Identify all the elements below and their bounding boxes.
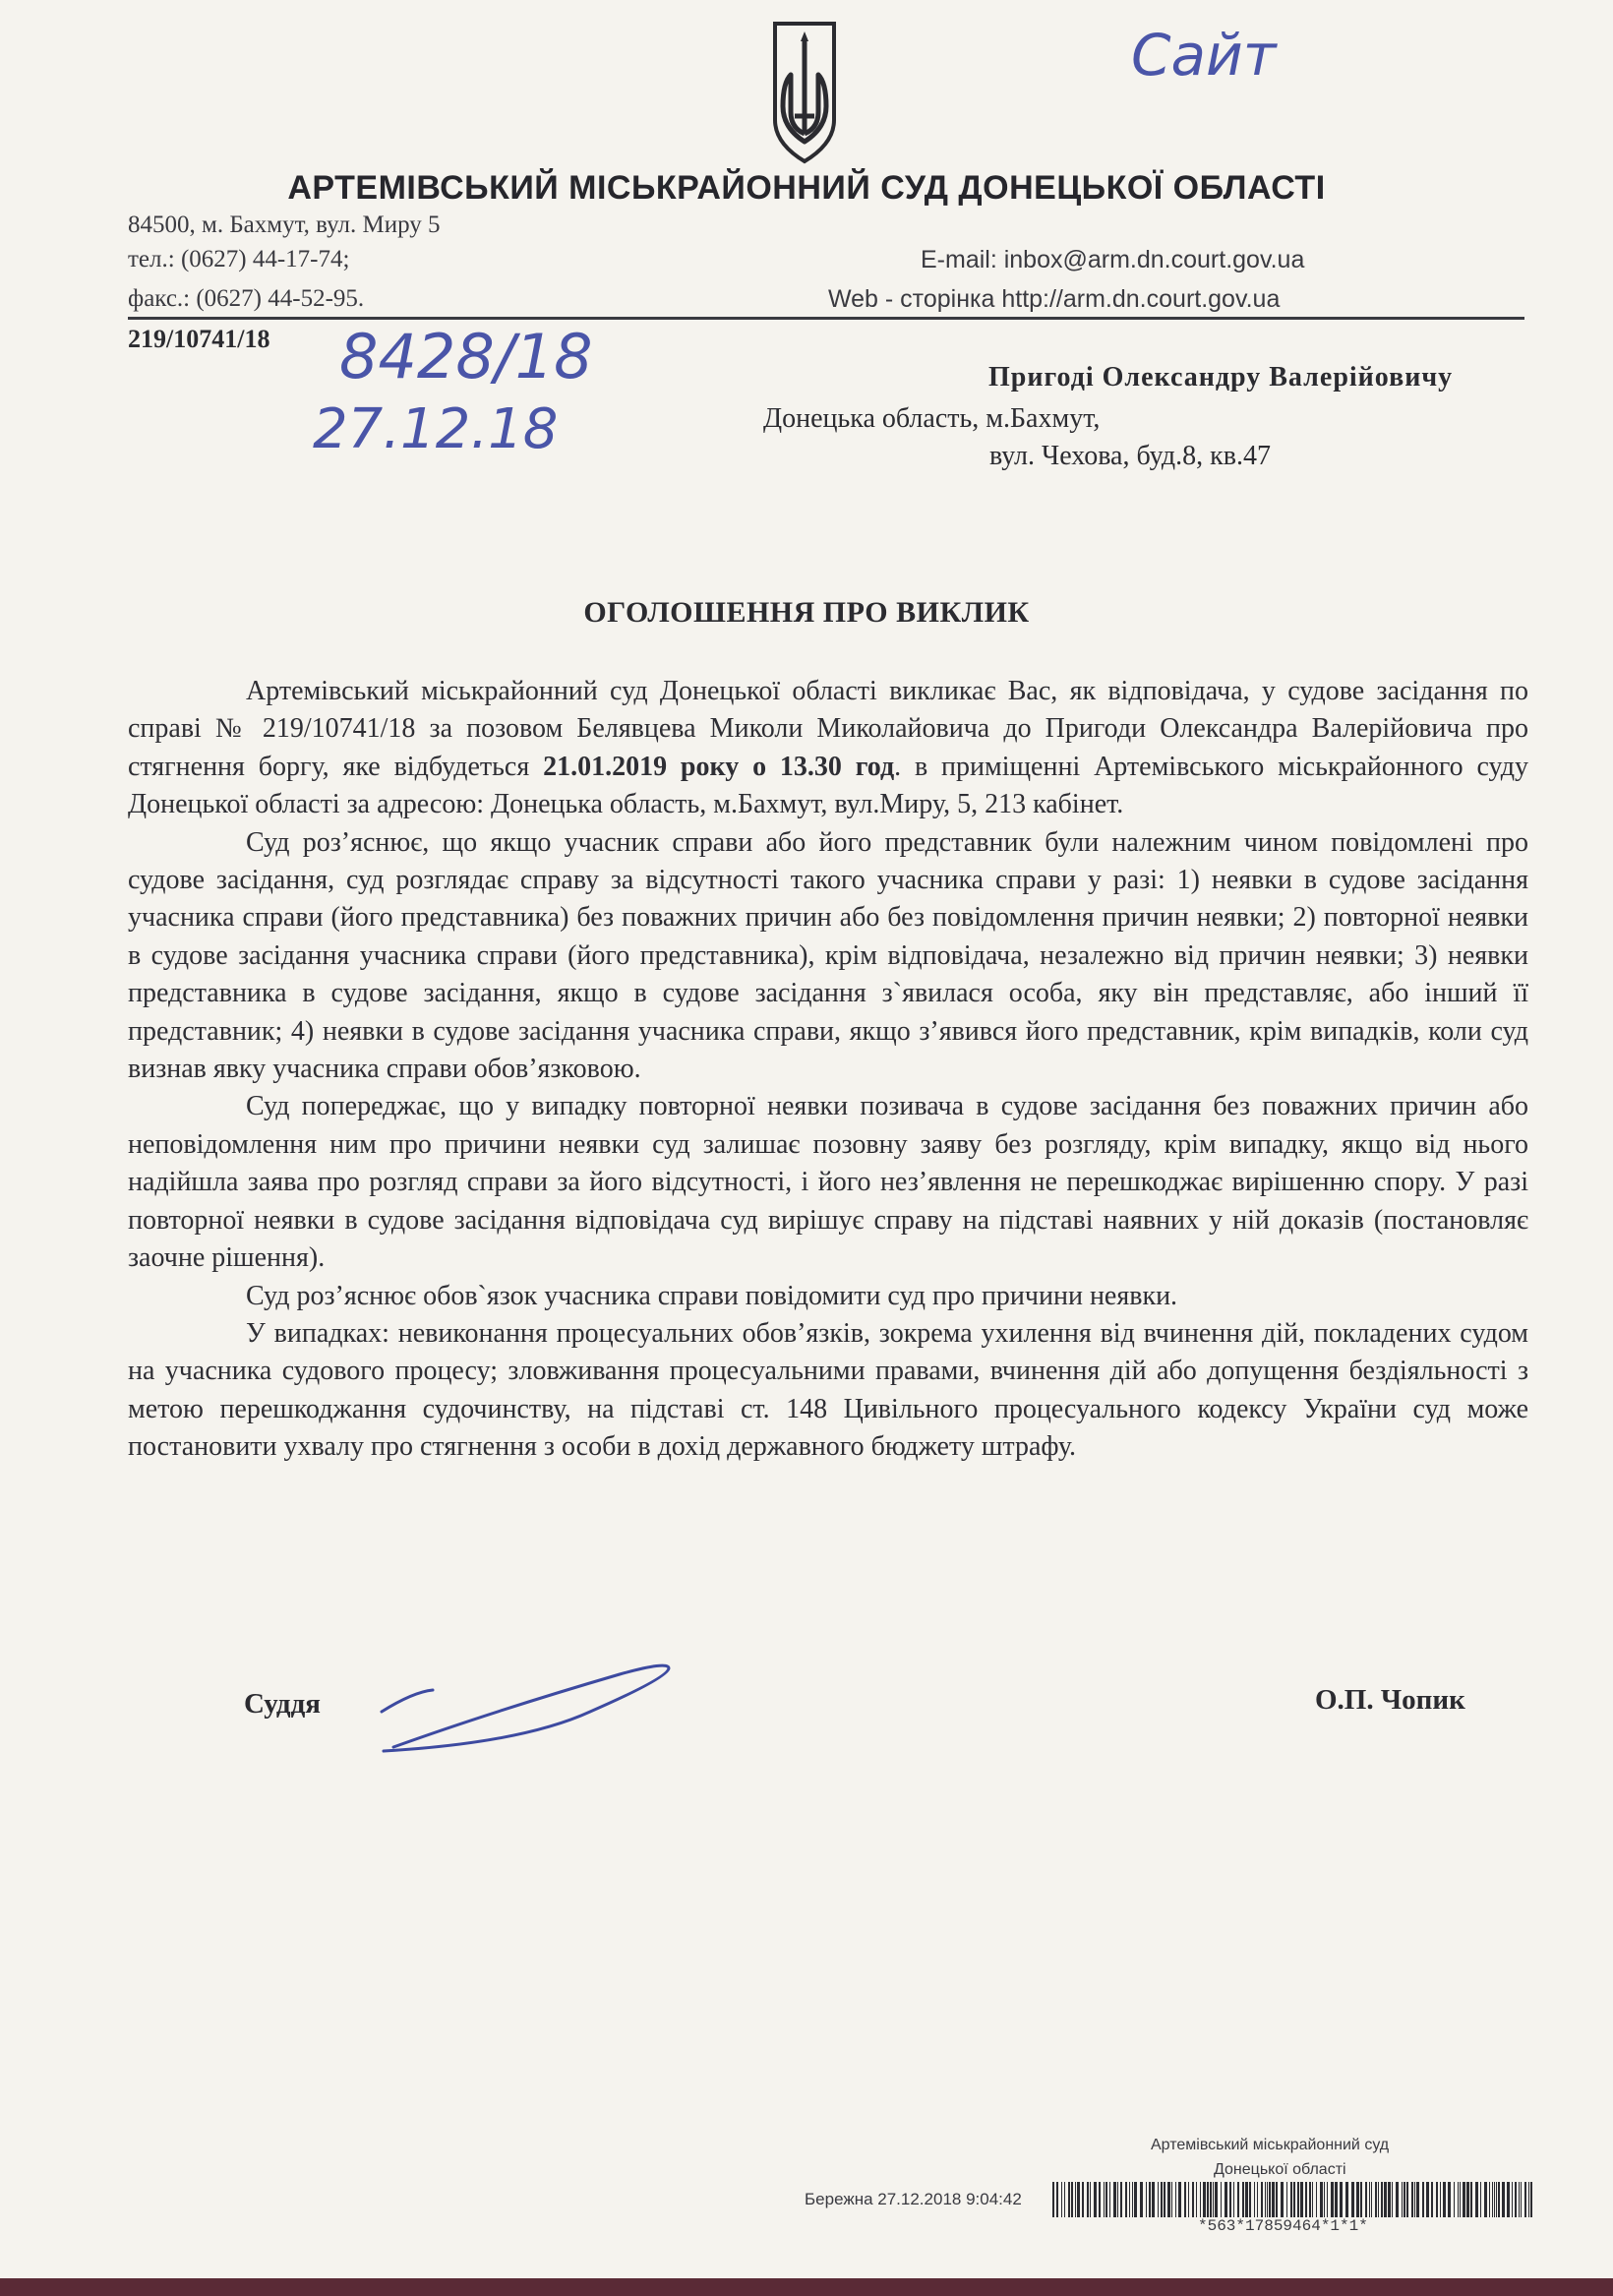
barcode-bar	[1494, 2182, 1495, 2217]
barcode-bar	[1320, 2182, 1323, 2217]
header-divider	[128, 317, 1524, 320]
notice-paragraph-2: Суд роз’яснює, що якщо учасник справи або його представник були належним чином повідомлені про судове засідання, суд розглядає справу за відсутності такого учасника справи у разі: 1) неявки в судове засідання учасника справи (його представника) без поважних причин або без повідомлення причин неявки; 2) повторної неявки в судове засідання учасника справи (його представника), крім відповідача, незалежно від причин неявки; 3) неявки представника в судове засідання, якщо в судове засідання з`явилася особа, яку він представляє, або інший її представник; 4) неявки в судове засідання учасника справи, якщо з’явився його представник, крім випадків, коли суд визнав явку учасника справи обов’язковою.	[128, 826, 1528, 1085]
notice-paragraph-1: Артемівський міськрайонний суд Донецької області викликає Вас, як відповідача, у судове засідання по справі № 219/10741/18 за позовом Белявцева Миколи Миколайовича до Пригоди Олександра Валерійовича про стягнення боргу, яке відбудеться 21.01.2019 року о 13.30 год. в приміщенні Артемівського міськрайонного суду Донецької області за адресою: Донецька область, м.Бахмут, вул.Миру, 5, 213 кабінет.	[128, 676, 1528, 820]
notice-paragraph-3: Суд попереджає, що у випадку повторної неявки позивача в судове засідання без поважних причин або неповідомлення ним про причини неявки суд залишає позовну заяву без розгляду, крім випадку, якщо від нього надійшла заява про розгляд справи за його відсутності, і його нез’явлення не перешкоджає вирішенню спору. У разі повторної неявки в судове засідання відповідача суд вирішує справу на підставі наявних у ній доказів (постановляє заочне рішення).	[128, 1091, 1528, 1274]
barcode-bar	[1286, 2182, 1287, 2217]
stamp-region: Донецької області	[1214, 2161, 1346, 2178]
barcode-bar	[1498, 2182, 1500, 2217]
barcode-bar	[1068, 2182, 1070, 2217]
barcode-bar	[1375, 2182, 1377, 2217]
barcode-bar	[1460, 2182, 1461, 2217]
barcode-bar	[1229, 2182, 1231, 2217]
scan-edge	[0, 2278, 1613, 2296]
barcode-bar	[1120, 2182, 1122, 2217]
barcode-bar	[1146, 2182, 1147, 2217]
barcode-bar	[1276, 2182, 1278, 2217]
barcode-bar	[1269, 2182, 1271, 2217]
barcode-bar	[1402, 2182, 1403, 2217]
stamp-date: Бережна 27.12.2018 9:04:42	[805, 2190, 1022, 2208]
barcode-bar	[1528, 2182, 1529, 2217]
barcode-bar	[1056, 2182, 1058, 2217]
barcode-bar	[1365, 2182, 1367, 2217]
barcode-bar	[1489, 2182, 1490, 2217]
barcode-bar	[1360, 2182, 1362, 2217]
barcode-bar	[1196, 2182, 1197, 2217]
barcode-bar	[1496, 2182, 1497, 2217]
handwritten-site-note: Сайт	[1131, 22, 1277, 89]
barcode-bar	[1530, 2182, 1532, 2217]
barcode-bar	[1215, 2182, 1218, 2217]
barcode-bar	[1519, 2182, 1520, 2217]
barcode-bar	[1384, 2182, 1387, 2217]
barcode-bar	[1052, 2182, 1054, 2217]
addressee-address-line1: Донецька область, м.Бахмут,	[763, 403, 1101, 434]
signature-label: Суддя	[244, 1688, 321, 1720]
barcode-bar	[1178, 2182, 1181, 2217]
barcode-bar	[1221, 2182, 1222, 2217]
barcode-bar	[1254, 2182, 1255, 2217]
barcode-bar	[1134, 2182, 1137, 2217]
handwritten-signature	[374, 1653, 728, 1761]
barcode-bar	[1113, 2182, 1116, 2217]
barcode-bar	[1077, 2182, 1080, 2217]
barcode-bar	[1261, 2182, 1263, 2217]
barcode-bar	[1184, 2182, 1186, 2217]
barcode-bar	[1225, 2182, 1227, 2217]
barcode-bar	[1331, 2182, 1334, 2217]
barcode-bar	[1414, 2182, 1415, 2217]
barcode-bar	[1281, 2182, 1284, 2217]
barcode-bar	[1369, 2182, 1370, 2217]
barcode-bar	[1345, 2182, 1348, 2217]
barcode-bar	[1210, 2182, 1212, 2217]
addressee-name: Пригоді Олександру Валерійовичу	[988, 362, 1454, 393]
barcode-bar	[1094, 2182, 1097, 2217]
barcode-bar	[1463, 2182, 1465, 2217]
barcode-bar	[1521, 2182, 1522, 2217]
barcode-bar	[1242, 2182, 1244, 2217]
barcode-bar	[1171, 2182, 1172, 2217]
barcode-bar	[1175, 2182, 1176, 2217]
barcode-bar	[1207, 2182, 1209, 2217]
barcode-bar	[1167, 2182, 1170, 2217]
barcode-bar	[1371, 2182, 1372, 2217]
barcode-bar	[1071, 2182, 1073, 2217]
barcode-bar	[1440, 2182, 1441, 2217]
barcode-bar	[1290, 2182, 1292, 2217]
handwritten-registration-number: 8428/18	[339, 321, 593, 393]
barcode-bar	[1316, 2182, 1317, 2217]
barcode-bar	[1297, 2182, 1299, 2217]
barcode-bar	[1327, 2182, 1328, 2217]
barcode	[1052, 2182, 1534, 2217]
barcode-bar	[1237, 2182, 1239, 2217]
notice-paragraph-4: Суд роз’яснює обов`язок учасника справи повідомити суд про причини неявки.	[246, 1280, 1178, 1311]
judge-name: О.П. Чопик	[1315, 1684, 1465, 1716]
court-address: 84500, м. Бахмут, вул. Миру 5	[128, 211, 441, 238]
barcode-bar	[1512, 2182, 1513, 2217]
barcode-bar	[1267, 2182, 1268, 2217]
addressee-address-line2: вул. Чехова, буд.8, кв.47	[989, 441, 1271, 471]
barcode-bar	[1484, 2182, 1487, 2217]
barcode-bar	[1396, 2182, 1399, 2217]
coat-of-arms-icon	[769, 18, 840, 165]
barcode-bar	[1470, 2182, 1472, 2217]
barcode-bar	[1305, 2182, 1307, 2217]
barcode-bar	[1061, 2182, 1062, 2217]
barcode-bar	[1161, 2182, 1163, 2217]
barcode-bar	[1404, 2182, 1405, 2217]
barcode-bar	[1524, 2182, 1526, 2217]
barcode-bar	[1213, 2182, 1214, 2217]
barcode-bar	[1492, 2182, 1493, 2217]
notice-paragraph-5: У випадках: невиконання процесуальних обов’язків, зокрема ухилення від вчинення дій, покладених судом на учасника судового процесу; зловживання процесуальними правами, вчинення дій або допущення бездіяльності з метою перешкоджання судочинству, на підставі ст. 148 Цивільного процесуального кодексу України суд може постановити ухвалу про стягнення з особи в дохід державного бюджету штрафу.	[128, 1317, 1528, 1463]
barcode-bar	[1324, 2182, 1325, 2217]
barcode-bar	[1309, 2182, 1311, 2217]
barcode-bar	[1105, 2182, 1107, 2217]
barcode-bar	[1200, 2182, 1201, 2217]
barcode-bar	[1192, 2182, 1194, 2217]
case-number: 219/10741/18	[128, 325, 270, 353]
barcode-bar	[1454, 2182, 1455, 2217]
barcode-bar	[1448, 2182, 1451, 2217]
barcode-bar	[1149, 2182, 1151, 2217]
hearing-date: 21.01.2019 року о 13.30 год	[543, 751, 895, 782]
notice-body	[128, 673, 1528, 1467]
barcode-bar	[1392, 2182, 1393, 2217]
barcode-bar	[1502, 2182, 1505, 2217]
barcode-bar	[1422, 2182, 1424, 2217]
barcode-bar	[1104, 2182, 1105, 2217]
barcode-bar	[1443, 2182, 1446, 2217]
barcode-bar	[1507, 2182, 1510, 2217]
barcode-bar	[1117, 2182, 1118, 2217]
barcode-bar	[1164, 2182, 1165, 2217]
notice-heading: ОГОЛОШЕННЯ ПРО ВИКЛИК	[583, 596, 1030, 629]
court-website: Web - сторінка http://arm.dn.court.gov.ua	[828, 285, 1281, 313]
barcode-bar	[1090, 2182, 1091, 2217]
barcode-bar	[1475, 2182, 1478, 2217]
court-email: E-mail: inbox@arm.dn.court.gov.ua	[921, 246, 1305, 273]
barcode-bar	[1233, 2182, 1234, 2217]
barcode-bar	[1109, 2182, 1110, 2217]
barcode-bar	[1426, 2182, 1429, 2217]
barcode-bar	[1411, 2182, 1413, 2217]
barcode-bar	[1416, 2182, 1419, 2217]
barcode-bar	[1335, 2182, 1338, 2217]
barcode-bar	[1257, 2182, 1258, 2217]
barcode-bar	[1312, 2182, 1313, 2217]
barcode-bar	[1125, 2182, 1127, 2217]
barcode-bar	[1245, 2182, 1248, 2217]
barcode-bar	[1458, 2182, 1459, 2217]
barcode-bar	[1132, 2182, 1133, 2217]
barcode-bar	[1480, 2182, 1481, 2217]
barcode-bar	[1466, 2182, 1469, 2217]
barcode-bar	[1406, 2182, 1408, 2217]
court-name: АРТЕМІВСЬКИЙ МІСЬКРАЙОННИЙ СУД ДОНЕЦЬКОЇ ОБЛАСТІ	[287, 169, 1326, 207]
barcode-bar	[1431, 2182, 1433, 2217]
barcode-bar	[1378, 2182, 1379, 2217]
barcode-bar	[1272, 2182, 1275, 2217]
barcode-bar	[1099, 2182, 1101, 2217]
barcode-bar	[1082, 2182, 1084, 2217]
barcode-bar	[1293, 2182, 1295, 2217]
barcode-bar	[1129, 2182, 1130, 2217]
barcode-bar	[1152, 2182, 1155, 2217]
handwritten-registration-date: 27.12.18	[313, 397, 559, 461]
barcode-bar	[1075, 2182, 1076, 2217]
barcode-number: *563*17859464*1*1*	[1198, 2217, 1368, 2235]
barcode-bar	[1351, 2182, 1354, 2217]
barcode-bar	[1436, 2182, 1438, 2217]
barcode-bar	[1188, 2182, 1189, 2217]
barcode-bar	[1388, 2182, 1391, 2217]
barcode-bar	[1064, 2182, 1065, 2217]
court-fax: факс.: (0627) 44-52-95.	[128, 285, 365, 312]
barcode-bar	[1356, 2182, 1359, 2217]
barcode-bar	[1515, 2182, 1517, 2217]
barcode-bar	[1203, 2182, 1206, 2217]
barcode-bar	[1140, 2182, 1143, 2217]
barcode-bar	[1158, 2182, 1159, 2217]
barcode-bar	[1249, 2182, 1251, 2217]
barcode-bar	[1087, 2182, 1089, 2217]
barcode-bar	[1381, 2182, 1383, 2217]
barcode-bar	[1340, 2182, 1343, 2217]
barcode-bar	[1300, 2182, 1303, 2217]
barcode-bar	[1265, 2182, 1266, 2217]
stamp-court: Артемівський міськрайонний суд	[1151, 2137, 1390, 2153]
court-phone: тел.: (0627) 44-17-74;	[128, 246, 350, 272]
